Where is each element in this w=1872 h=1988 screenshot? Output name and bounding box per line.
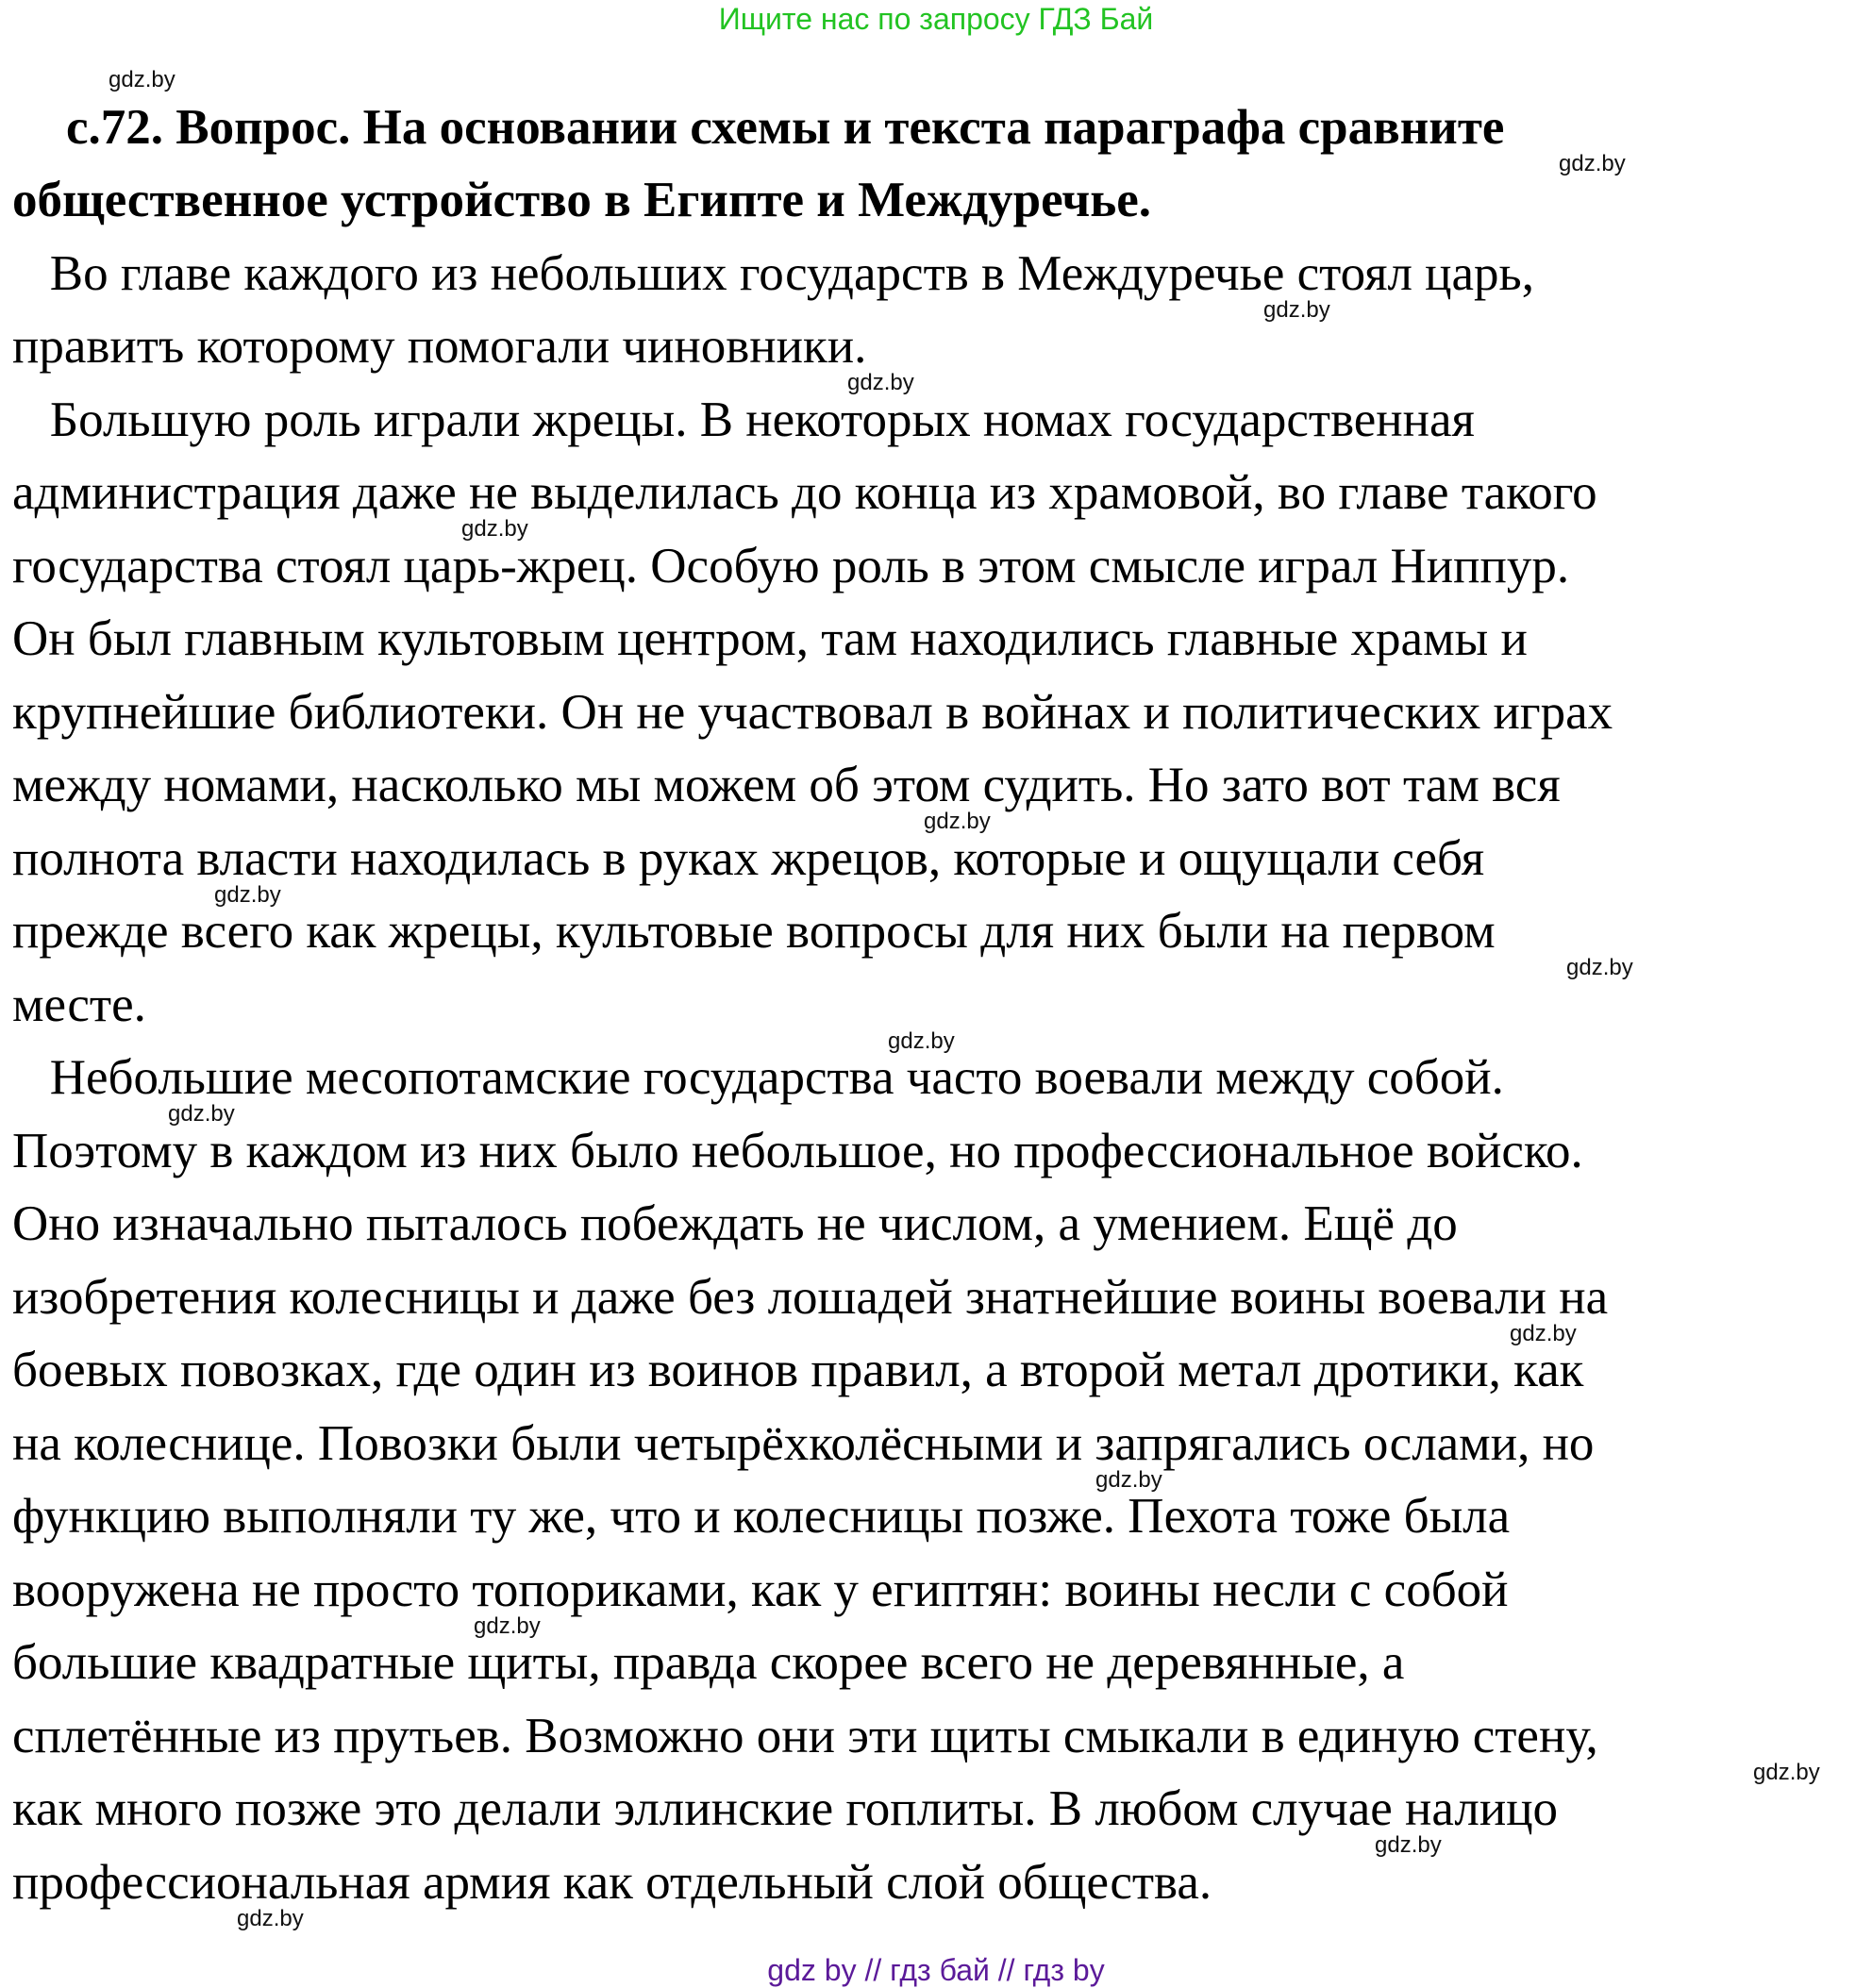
answer-text-line: функцию выполняли ту же, что и колесницы позже. Пехота тоже была bbox=[12, 1489, 1511, 1544]
watermark-text: gdz.by bbox=[888, 1027, 955, 1054]
answer-text-line: крупнейшие библиотеки. Он не участвовал в войнах и политических играх bbox=[12, 684, 1613, 740]
answer-text-line: прежде всего как жрецы, культовые вопросы для них были на первом bbox=[12, 904, 1496, 959]
watermark-text: gdz.by bbox=[214, 881, 281, 908]
answer-text-line: как много позже это делали эллинские гоплиты. В любом случае налицо bbox=[12, 1781, 1559, 1836]
answer-text-line: правитъ которому помогали чиновники. bbox=[12, 319, 867, 374]
answer-text-line: боевых повозках, где один из воинов правил, а второй метал дротики, как bbox=[12, 1343, 1584, 1397]
answer-text-line: большие квадратные щиты, правда скорее всего не деревянные, а bbox=[12, 1635, 1405, 1690]
watermark-text: gdz.by bbox=[924, 809, 991, 835]
watermark-text: gdz.by bbox=[109, 67, 176, 92]
question-title-line: общественное устройство в Египте и Междуречье. bbox=[12, 173, 1152, 227]
footer-links[interactable]: gdz by // гдз бай // гдз by bbox=[767, 1953, 1105, 1987]
watermark-text: gdz.by bbox=[1559, 150, 1626, 176]
answer-text-line: Небольшие месопотамские государства часто воевали между собой. bbox=[12, 1050, 1504, 1105]
answer-text-line: Оно изначально пыталось побеждать не числом, а умением. Ещё до bbox=[12, 1196, 1458, 1251]
answer-text-line: полнота власти находилась в руках жрецов, которые и ощущали себя bbox=[12, 830, 1485, 886]
answer-text-line: администрация даже не выделилась до конца из храмовой, во главе такого bbox=[12, 465, 1597, 520]
answer-text-line: Поэтому в каждом из них было небольшое, но профессиональное войско. bbox=[12, 1123, 1583, 1178]
watermark-text: gdz.by bbox=[461, 516, 528, 543]
watermark-text: gdz.by bbox=[474, 1612, 541, 1639]
watermark-text: gdz.by bbox=[847, 370, 914, 396]
answer-text-line: государства стоял царь-жрец. Особую роль в этом смысле играл Ниппур. bbox=[12, 538, 1570, 593]
watermark-text: gdz.by bbox=[1263, 296, 1330, 323]
watermark-text: gdz.by bbox=[1753, 1759, 1820, 1785]
watermark-text: gdz.by bbox=[168, 1101, 235, 1128]
watermark-text: gdz.by bbox=[1375, 1832, 1442, 1859]
answer-text-line: между номами, насколько мы можем об этом судить. Но зато вот там вся bbox=[12, 758, 1561, 812]
answer-text-line: профессиональная армия как отдельный слой общества. bbox=[12, 1854, 1212, 1910]
watermark-text: gdz.by bbox=[1566, 955, 1633, 981]
search-banner: Ищите нас по запросу ГДЗ Бай bbox=[718, 2, 1154, 36]
answer-text-line: на колеснице. Повозки были четырёхколёсными и запрягались ослами, но bbox=[12, 1415, 1595, 1471]
question-title-line: с.72. Вопрос. На основании схемы и текста параграфа сравните bbox=[66, 99, 1505, 155]
answer-text-line: Во главе каждого из небольших государств в Междуречье стоял царь, bbox=[12, 245, 1534, 301]
answer-text-line: месте. bbox=[12, 977, 146, 1032]
watermark-text: gdz.by bbox=[1095, 1466, 1162, 1493]
answer-text-line: изобретения колесницы и даже без лошадей знатнейшие воины воевали на bbox=[12, 1269, 1609, 1325]
watermark-text: gdz.by bbox=[1510, 1320, 1577, 1346]
answer-text-line: Большую роль играли жрецы. В некоторых номах государственная bbox=[12, 392, 1475, 447]
watermark-text: gdz.by bbox=[237, 1905, 304, 1931]
answer-text-line: Он был главным культовым центром, там находились главные храмы и bbox=[12, 611, 1528, 666]
answer-text-line: сплетённые из прутьев. Возможно они эти щиты смыкали в единую стену, bbox=[12, 1708, 1598, 1763]
answer-text-line: вооружена не просто топориками, как у египтян: воины несли с собой bbox=[12, 1562, 1509, 1617]
